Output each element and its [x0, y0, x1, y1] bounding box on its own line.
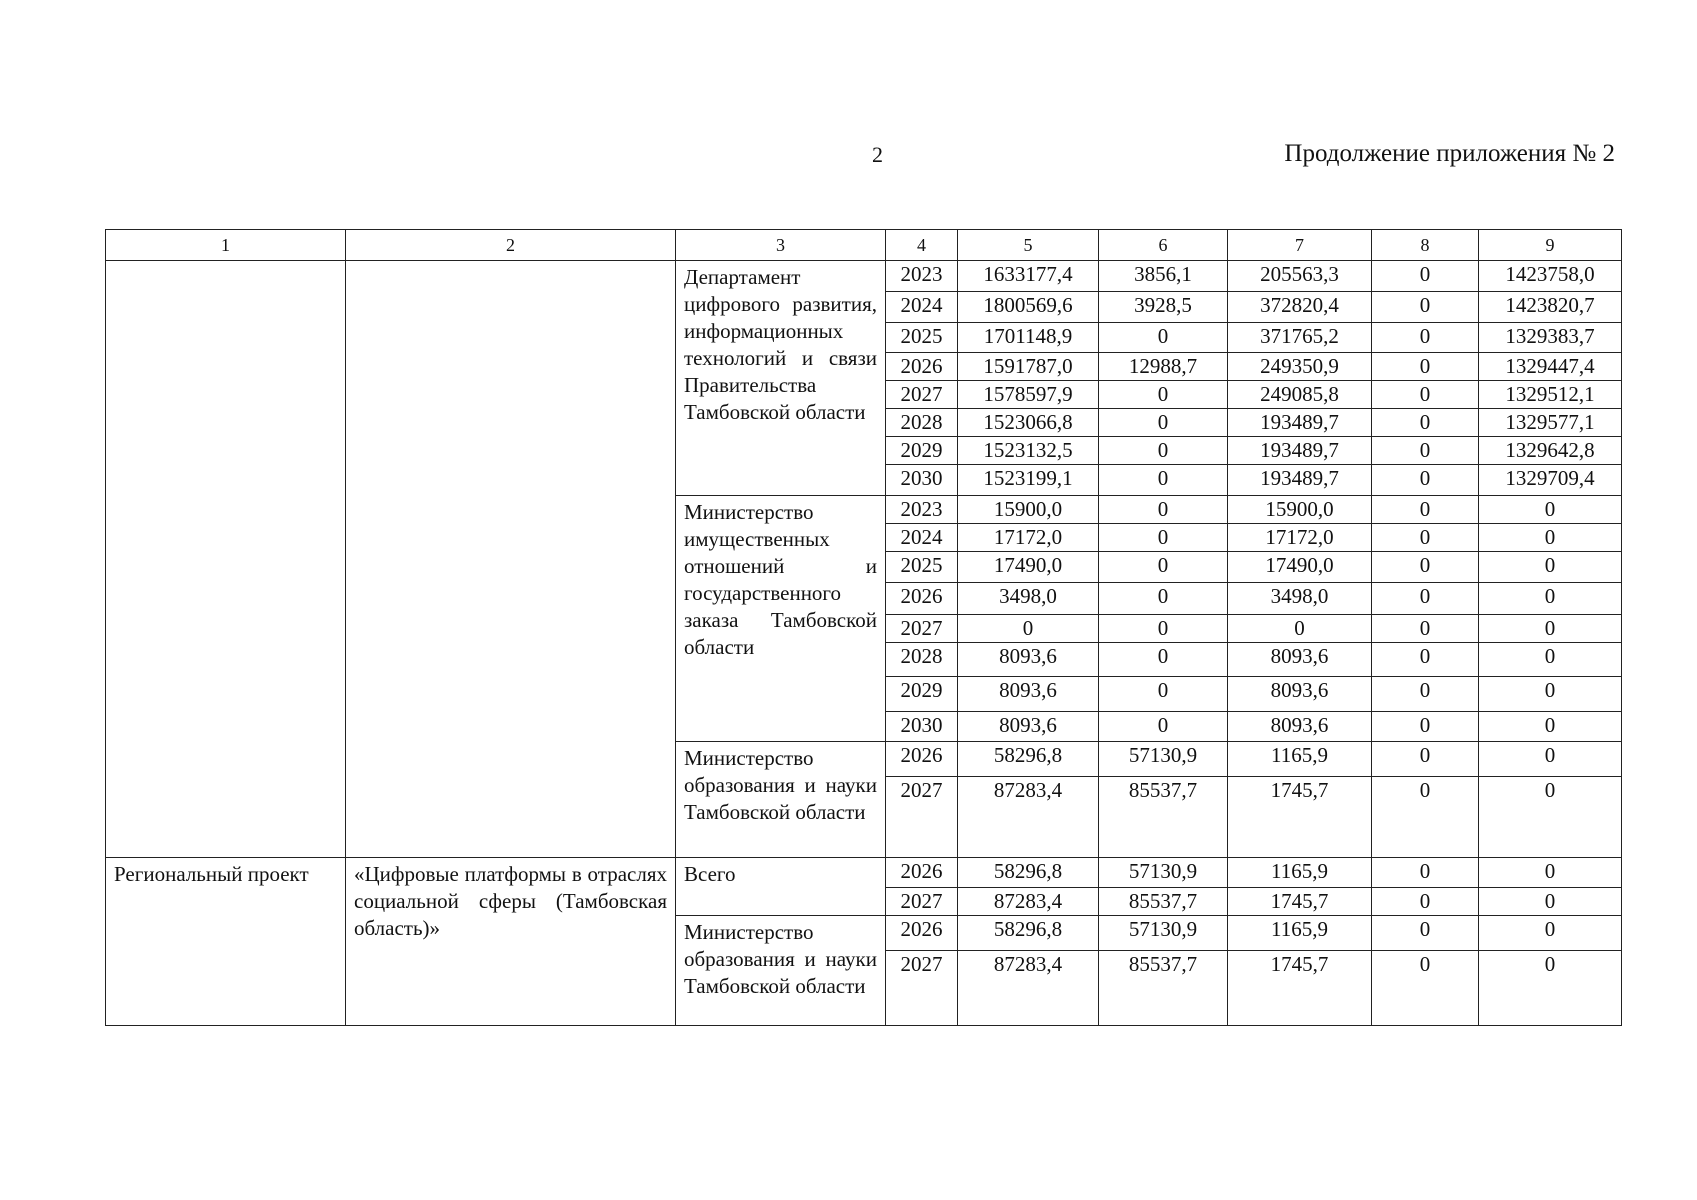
- other-cell: 0: [1479, 916, 1622, 951]
- group-type-cell: Региональный проект: [106, 858, 346, 1026]
- other-cell: 0: [1479, 777, 1622, 858]
- year-cell: 2026: [886, 353, 958, 381]
- column-header: 2: [346, 230, 676, 261]
- total-cell: 1591787,0: [958, 353, 1099, 381]
- local-cell: 0: [1372, 888, 1479, 916]
- other-cell: 0: [1479, 677, 1622, 712]
- year-cell: 2023: [886, 261, 958, 292]
- other-cell: 0: [1479, 888, 1622, 916]
- regional-cell: 17490,0: [1228, 552, 1372, 583]
- year-cell: 2024: [886, 524, 958, 552]
- federal-cell: 85537,7: [1099, 777, 1228, 858]
- federal-cell: 57130,9: [1099, 858, 1228, 888]
- other-cell: 1423758,0: [1479, 261, 1622, 292]
- other-cell: 0: [1479, 583, 1622, 615]
- regional-cell: 1165,9: [1228, 858, 1372, 888]
- total-cell: 3498,0: [958, 583, 1099, 615]
- other-cell: 1329642,8: [1479, 437, 1622, 465]
- local-cell: 0: [1372, 496, 1479, 524]
- local-cell: 0: [1372, 858, 1479, 888]
- regional-cell: 1165,9: [1228, 916, 1372, 951]
- year-cell: 2025: [886, 552, 958, 583]
- executor-cell: Министерство образования и науки Тамбовской области: [676, 742, 886, 858]
- regional-cell: 371765,2: [1228, 323, 1372, 353]
- regional-cell: 8093,6: [1228, 712, 1372, 742]
- local-cell: 0: [1372, 643, 1479, 677]
- other-cell: 0: [1479, 643, 1622, 677]
- table-body: [106, 261, 1622, 1026]
- other-cell: 0: [1479, 951, 1622, 1026]
- year-cell: 2027: [886, 888, 958, 916]
- federal-cell: 0: [1099, 409, 1228, 437]
- local-cell: 0: [1372, 292, 1479, 323]
- total-cell: 58296,8: [958, 916, 1099, 951]
- local-cell: 0: [1372, 409, 1479, 437]
- other-cell: 0: [1479, 552, 1622, 583]
- federal-cell: 0: [1099, 496, 1228, 524]
- federal-cell: 3928,5: [1099, 292, 1228, 323]
- other-cell: 1329709,4: [1479, 465, 1622, 496]
- other-cell: 1329512,1: [1479, 381, 1622, 409]
- federal-cell: 0: [1099, 615, 1228, 643]
- table-row: [106, 261, 1622, 292]
- local-cell: 0: [1372, 742, 1479, 777]
- year-cell: 2028: [886, 643, 958, 677]
- local-cell: 0: [1372, 323, 1479, 353]
- federal-cell: 0: [1099, 677, 1228, 712]
- year-cell: 2030: [886, 465, 958, 496]
- regional-cell: 1745,7: [1228, 888, 1372, 916]
- total-cell: 17490,0: [958, 552, 1099, 583]
- executor-cell: Министерство имущественных отношений и государственного заказа Тамбовской области: [676, 496, 886, 742]
- year-cell: 2025: [886, 323, 958, 353]
- group-type-cell: [106, 261, 346, 858]
- year-cell: 2029: [886, 677, 958, 712]
- year-cell: 2027: [886, 951, 958, 1026]
- column-header: 1: [106, 230, 346, 261]
- local-cell: 0: [1372, 677, 1479, 712]
- other-cell: 0: [1479, 524, 1622, 552]
- regional-cell: 15900,0: [1228, 496, 1372, 524]
- year-cell: 2027: [886, 777, 958, 858]
- total-cell: 1523132,5: [958, 437, 1099, 465]
- funding-table: [105, 229, 1622, 1026]
- local-cell: 0: [1372, 465, 1479, 496]
- regional-cell: 249085,8: [1228, 381, 1372, 409]
- total-cell: 87283,4: [958, 951, 1099, 1026]
- other-cell: 1423820,7: [1479, 292, 1622, 323]
- group-name-cell: «Цифровые платформы в отраслях социальной сферы (Тамбовская область)»: [346, 858, 676, 1026]
- total-cell: 87283,4: [958, 888, 1099, 916]
- total-cell: 87283,4: [958, 777, 1099, 858]
- other-cell: 0: [1479, 742, 1622, 777]
- other-cell: 0: [1479, 496, 1622, 524]
- other-cell: 0: [1479, 858, 1622, 888]
- total-cell: 8093,6: [958, 677, 1099, 712]
- local-cell: 0: [1372, 437, 1479, 465]
- regional-cell: 1165,9: [1228, 742, 1372, 777]
- regional-cell: 193489,7: [1228, 465, 1372, 496]
- year-cell: 2030: [886, 712, 958, 742]
- table-row: [106, 858, 1622, 888]
- year-cell: 2023: [886, 496, 958, 524]
- total-cell: 1523199,1: [958, 465, 1099, 496]
- year-cell: 2026: [886, 916, 958, 951]
- group-name-cell: [346, 261, 676, 858]
- regional-cell: 0: [1228, 615, 1372, 643]
- federal-cell: 0: [1099, 465, 1228, 496]
- regional-cell: 372820,4: [1228, 292, 1372, 323]
- federal-cell: 57130,9: [1099, 916, 1228, 951]
- federal-cell: 57130,9: [1099, 742, 1228, 777]
- appendix-continuation-title: Продолжение приложения № 2: [1284, 140, 1615, 167]
- local-cell: 0: [1372, 261, 1479, 292]
- column-header: 7: [1228, 230, 1372, 261]
- local-cell: 0: [1372, 552, 1479, 583]
- other-cell: 1329383,7: [1479, 323, 1622, 353]
- total-cell: 58296,8: [958, 742, 1099, 777]
- other-cell: 0: [1479, 615, 1622, 643]
- total-cell: 0: [958, 615, 1099, 643]
- federal-cell: 0: [1099, 712, 1228, 742]
- column-header: 3: [676, 230, 886, 261]
- executor-cell: Департамент цифрового развития, информационных технологий и связи Правительства Тамбовской области: [676, 261, 886, 496]
- year-cell: 2027: [886, 381, 958, 409]
- local-cell: 0: [1372, 777, 1479, 858]
- local-cell: 0: [1372, 916, 1479, 951]
- column-number-row: [106, 230, 1622, 261]
- total-cell: 17172,0: [958, 524, 1099, 552]
- federal-cell: 0: [1099, 524, 1228, 552]
- regional-cell: 193489,7: [1228, 437, 1372, 465]
- column-header: 9: [1479, 230, 1622, 261]
- regional-cell: 193489,7: [1228, 409, 1372, 437]
- regional-cell: 1745,7: [1228, 951, 1372, 1026]
- year-cell: 2026: [886, 742, 958, 777]
- page-number: 2: [872, 142, 883, 167]
- column-header: 8: [1372, 230, 1479, 261]
- column-header: 6: [1099, 230, 1228, 261]
- federal-cell: 0: [1099, 552, 1228, 583]
- year-cell: 2024: [886, 292, 958, 323]
- local-cell: 0: [1372, 615, 1479, 643]
- other-cell: 1329447,4: [1479, 353, 1622, 381]
- column-header: 5: [958, 230, 1099, 261]
- total-cell: 8093,6: [958, 712, 1099, 742]
- year-cell: 2026: [886, 583, 958, 615]
- total-cell: 1633177,4: [958, 261, 1099, 292]
- total-cell: 1523066,8: [958, 409, 1099, 437]
- federal-cell: 0: [1099, 643, 1228, 677]
- federal-cell: 0: [1099, 437, 1228, 465]
- federal-cell: 0: [1099, 381, 1228, 409]
- total-cell: 1701148,9: [958, 323, 1099, 353]
- local-cell: 0: [1372, 951, 1479, 1026]
- local-cell: 0: [1372, 353, 1479, 381]
- year-cell: 2028: [886, 409, 958, 437]
- total-cell: 8093,6: [958, 643, 1099, 677]
- total-cell: 15900,0: [958, 496, 1099, 524]
- federal-cell: 3856,1: [1099, 261, 1228, 292]
- federal-cell: 0: [1099, 323, 1228, 353]
- federal-cell: 85537,7: [1099, 888, 1228, 916]
- local-cell: 0: [1372, 712, 1479, 742]
- executor-cell: Всего: [676, 858, 886, 916]
- total-cell: 1800569,6: [958, 292, 1099, 323]
- regional-cell: 3498,0: [1228, 583, 1372, 615]
- regional-cell: 205563,3: [1228, 261, 1372, 292]
- total-cell: 1578597,9: [958, 381, 1099, 409]
- total-cell: 58296,8: [958, 858, 1099, 888]
- regional-cell: 1745,7: [1228, 777, 1372, 858]
- year-cell: 2027: [886, 615, 958, 643]
- year-cell: 2029: [886, 437, 958, 465]
- other-cell: 1329577,1: [1479, 409, 1622, 437]
- regional-cell: 249350,9: [1228, 353, 1372, 381]
- federal-cell: 0: [1099, 583, 1228, 615]
- regional-cell: 8093,6: [1228, 643, 1372, 677]
- executor-cell: Министерство образования и науки Тамбовской области: [676, 916, 886, 1026]
- local-cell: 0: [1372, 524, 1479, 552]
- federal-cell: 85537,7: [1099, 951, 1228, 1026]
- regional-cell: 8093,6: [1228, 677, 1372, 712]
- year-cell: 2026: [886, 858, 958, 888]
- local-cell: 0: [1372, 583, 1479, 615]
- regional-cell: 17172,0: [1228, 524, 1372, 552]
- column-header: 4: [886, 230, 958, 261]
- other-cell: 0: [1479, 712, 1622, 742]
- local-cell: 0: [1372, 381, 1479, 409]
- federal-cell: 12988,7: [1099, 353, 1228, 381]
